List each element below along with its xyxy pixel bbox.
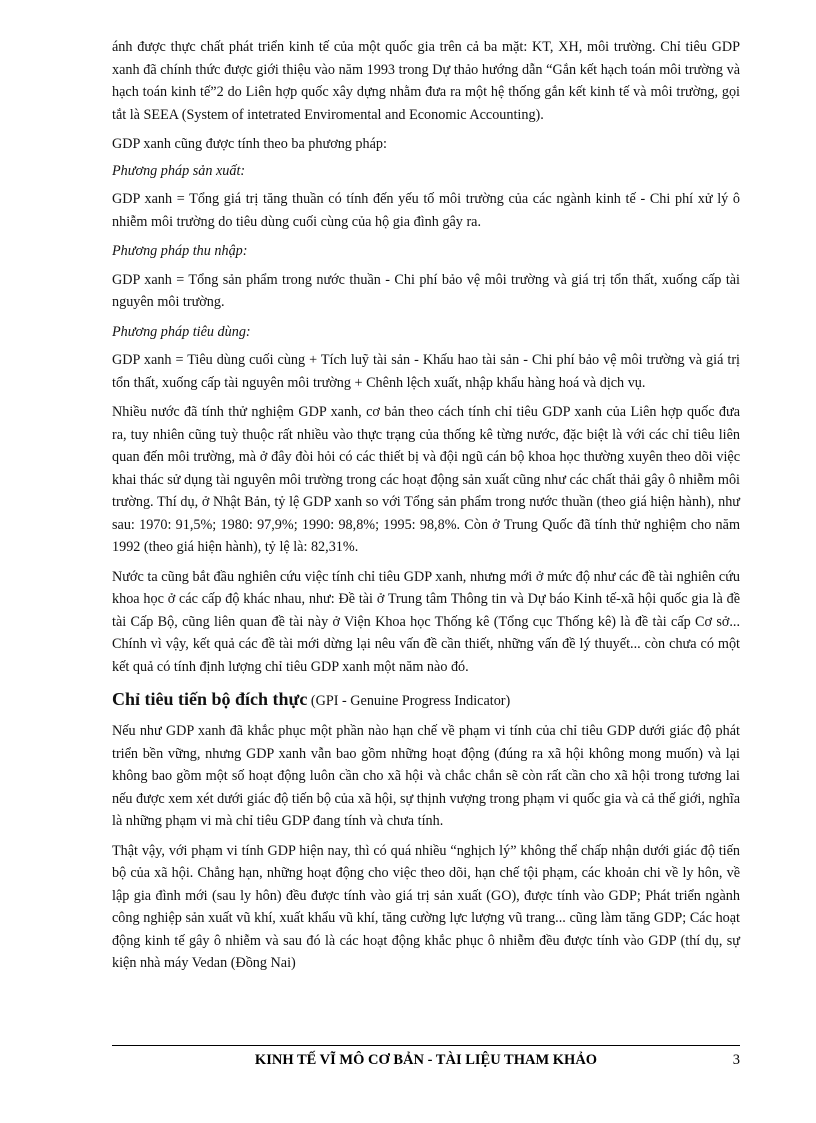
method-expenditure-formula: GDP xanh = Tiêu dùng cuối cùng + Tích luỹ tài sản - Khấu hao tài sản - Chi phí bảo vệ môi trường và giá trị tổn thất, xuống cấp tài nguyên môi trường + Chênh lệch xuất, nhập khẩu hàng hoá và dịch vụ. xyxy=(112,352,740,391)
paragraph-gdp-paradox: Thật vậy, với phạm vi tính GDP hiện nay, thì có quá nhiều “nghịch lý” không thể chấp nhận dưới giác độ tiến bộ của xã hội. Chẳng hạn, những hoạt động cho việc theo dõi, hạn chế tội phạm, các khoản chi về ly hôn, về lập gia đình mới (sau ly hôn) đều được tính vào giá trị sản xuất (GO), được tính vào GDP; Phát triển ngành công nghiệp sản xuất vũ khí, xuất khẩu vũ khí, tăng cường lực lượng vũ trang... cũng làm tăng GDP; Các hoạt động kinh tế gây ô nhiễm và sau đó là các hoạt động khắc phục ô nhiễm đều được tính vào GDP (thí dụ, sự kiện nhà máy Vedan (Đồng Nai) xyxy=(112,842,740,971)
section-heading-gpi-subtitle: (GPI - Genuine Progress Indicator) xyxy=(307,693,511,709)
footer-title: KINH TẾ VĨ MÔ CƠ BẢN - TÀI LIỆU THAM KHẢO xyxy=(254,1052,598,1068)
section-heading-gpi-bold: Chỉ tiêu tiến bộ đích thực xyxy=(112,689,308,709)
document-body xyxy=(112,36,740,982)
section-heading-gpi xyxy=(112,686,740,714)
method-income-formula: GDP xanh = Tổng sản phẩm trong nước thuần - Chi phí bảo vệ môi trường và giá trị tổn thất, xuống cấp tài nguyên môi trường. xyxy=(112,271,740,310)
method-production-formula: GDP xanh = Tổng giá trị tăng thuần có tính đến yếu tố môi trường của các ngành kinh tế - Chi phí xử lý ô nhiễm môi trường do tiêu dùng cuối cùng của hộ gia đình gây ra. xyxy=(112,191,740,230)
paragraph-gpi-limits: Nếu như GDP xanh đã khắc phục một phần nào hạn chế về phạm vi tính của chỉ tiêu GDP dưới giác độ phát triển bền vững, nhưng GDP xanh vẫn bao gồm những hoạt động (đúng ra xã hội không mong muốn) và lại không bao gồm một số hoạt động luôn cần cho xã hội và chắc chắn sẽ còn rất cần cho xã hội trong tương lai nếu được xem xét dưới giác độ tiến bộ của xã hội, sự thịnh vượng trong phạm vi quốc gia và cả thế giới, nghĩa là những phạm vi mà chỉ tiêu GDP đang tính và chưa tính. xyxy=(112,723,740,829)
paragraph-vietnam-research: Nước ta cũng bắt đầu nghiên cứu việc tính chỉ tiêu GDP xanh, nhưng mới ở mức độ như các đề tài nghiên cứu khoa học ở các cấp độ khác nhau, như: Đề tài ở Trung tâm Thông tin và Dự báo Kinh tế-xã hội quốc gia là đề tài Cấp Bộ, cũng liên quan đề tài này ở Viện Khoa học Thống kê (Tổng cục Thống kê) là đề tài cấp Cơ sở... Chính vì vậy, kết quả các đề tài mới dừng lại nêu vấn đề cần thiết, những vấn đề lý thuyết... còn chưa có một kết quả có tính định lượng chỉ tiêu GDP xanh một năm nào đó. xyxy=(112,568,740,675)
paragraph-three-methods: GDP xanh cũng được tính theo ba phương pháp: xyxy=(112,136,387,152)
method-expenditure-title: Phương pháp tiêu dùng: xyxy=(112,323,251,340)
paragraph-country-trials: Nhiều nước đã tính thử nghiệm GDP xanh, cơ bản theo cách tính chỉ tiêu GDP xanh của Liên hợp quốc đưa ra, tuy nhiên cũng tuỳ thuộc rất nhiều vào thực trạng của thống kê từng nước, đặc biệt là với các chỉ tiêu liên quan đến môi trường, mà ở đây đòi hỏi có các thiết bị và đội ngũ cán bộ khoa học thường xuyên theo dõi việc khai thác sử dụng tài nguyên môi trường trong các hoạt động sản xuất cũng như các chất thải gây ô nhiễm môi trường. Thí dụ, ở Nhật Bản, tỷ lệ GDP xanh so với Tổng sản phẩm trong nước thuần (theo giá hiện hành), như sau: 1970: 91,5%; 1980: 97,9%; 1990: 98,8%; 1995: 98,8%. Còn ở Trung Quốc đã tính thử nghiệm cho năm 1992 (theo giá hiện hành), tỷ lệ là: 82,31%. xyxy=(112,404,740,555)
paragraph-seea-intro: ánh được thực chất phát triển kinh tế của một quốc gia trên cả ba mặt: KT, XH, môi trường. Chỉ tiêu GDP xanh đã chính thức được giới thiệu vào năm 1993 trong Dự thảo hướng dẫn “Gắn kết hạch toán môi trường và hạch toán kinh tế”2 do Liên hợp quốc xây dựng nhằm đưa ra một hệ thống gắn kết kinh tế và môi trường, gọi tắt là SEEA (System of intetrated Enviromental and Economic Accounting). xyxy=(112,39,740,123)
method-production-title: Phương pháp sản xuất: xyxy=(112,162,246,179)
footer-divider xyxy=(112,1045,740,1046)
method-income-title: Phương pháp thu nhập: xyxy=(112,243,248,259)
page-number: 3 xyxy=(732,1052,740,1068)
